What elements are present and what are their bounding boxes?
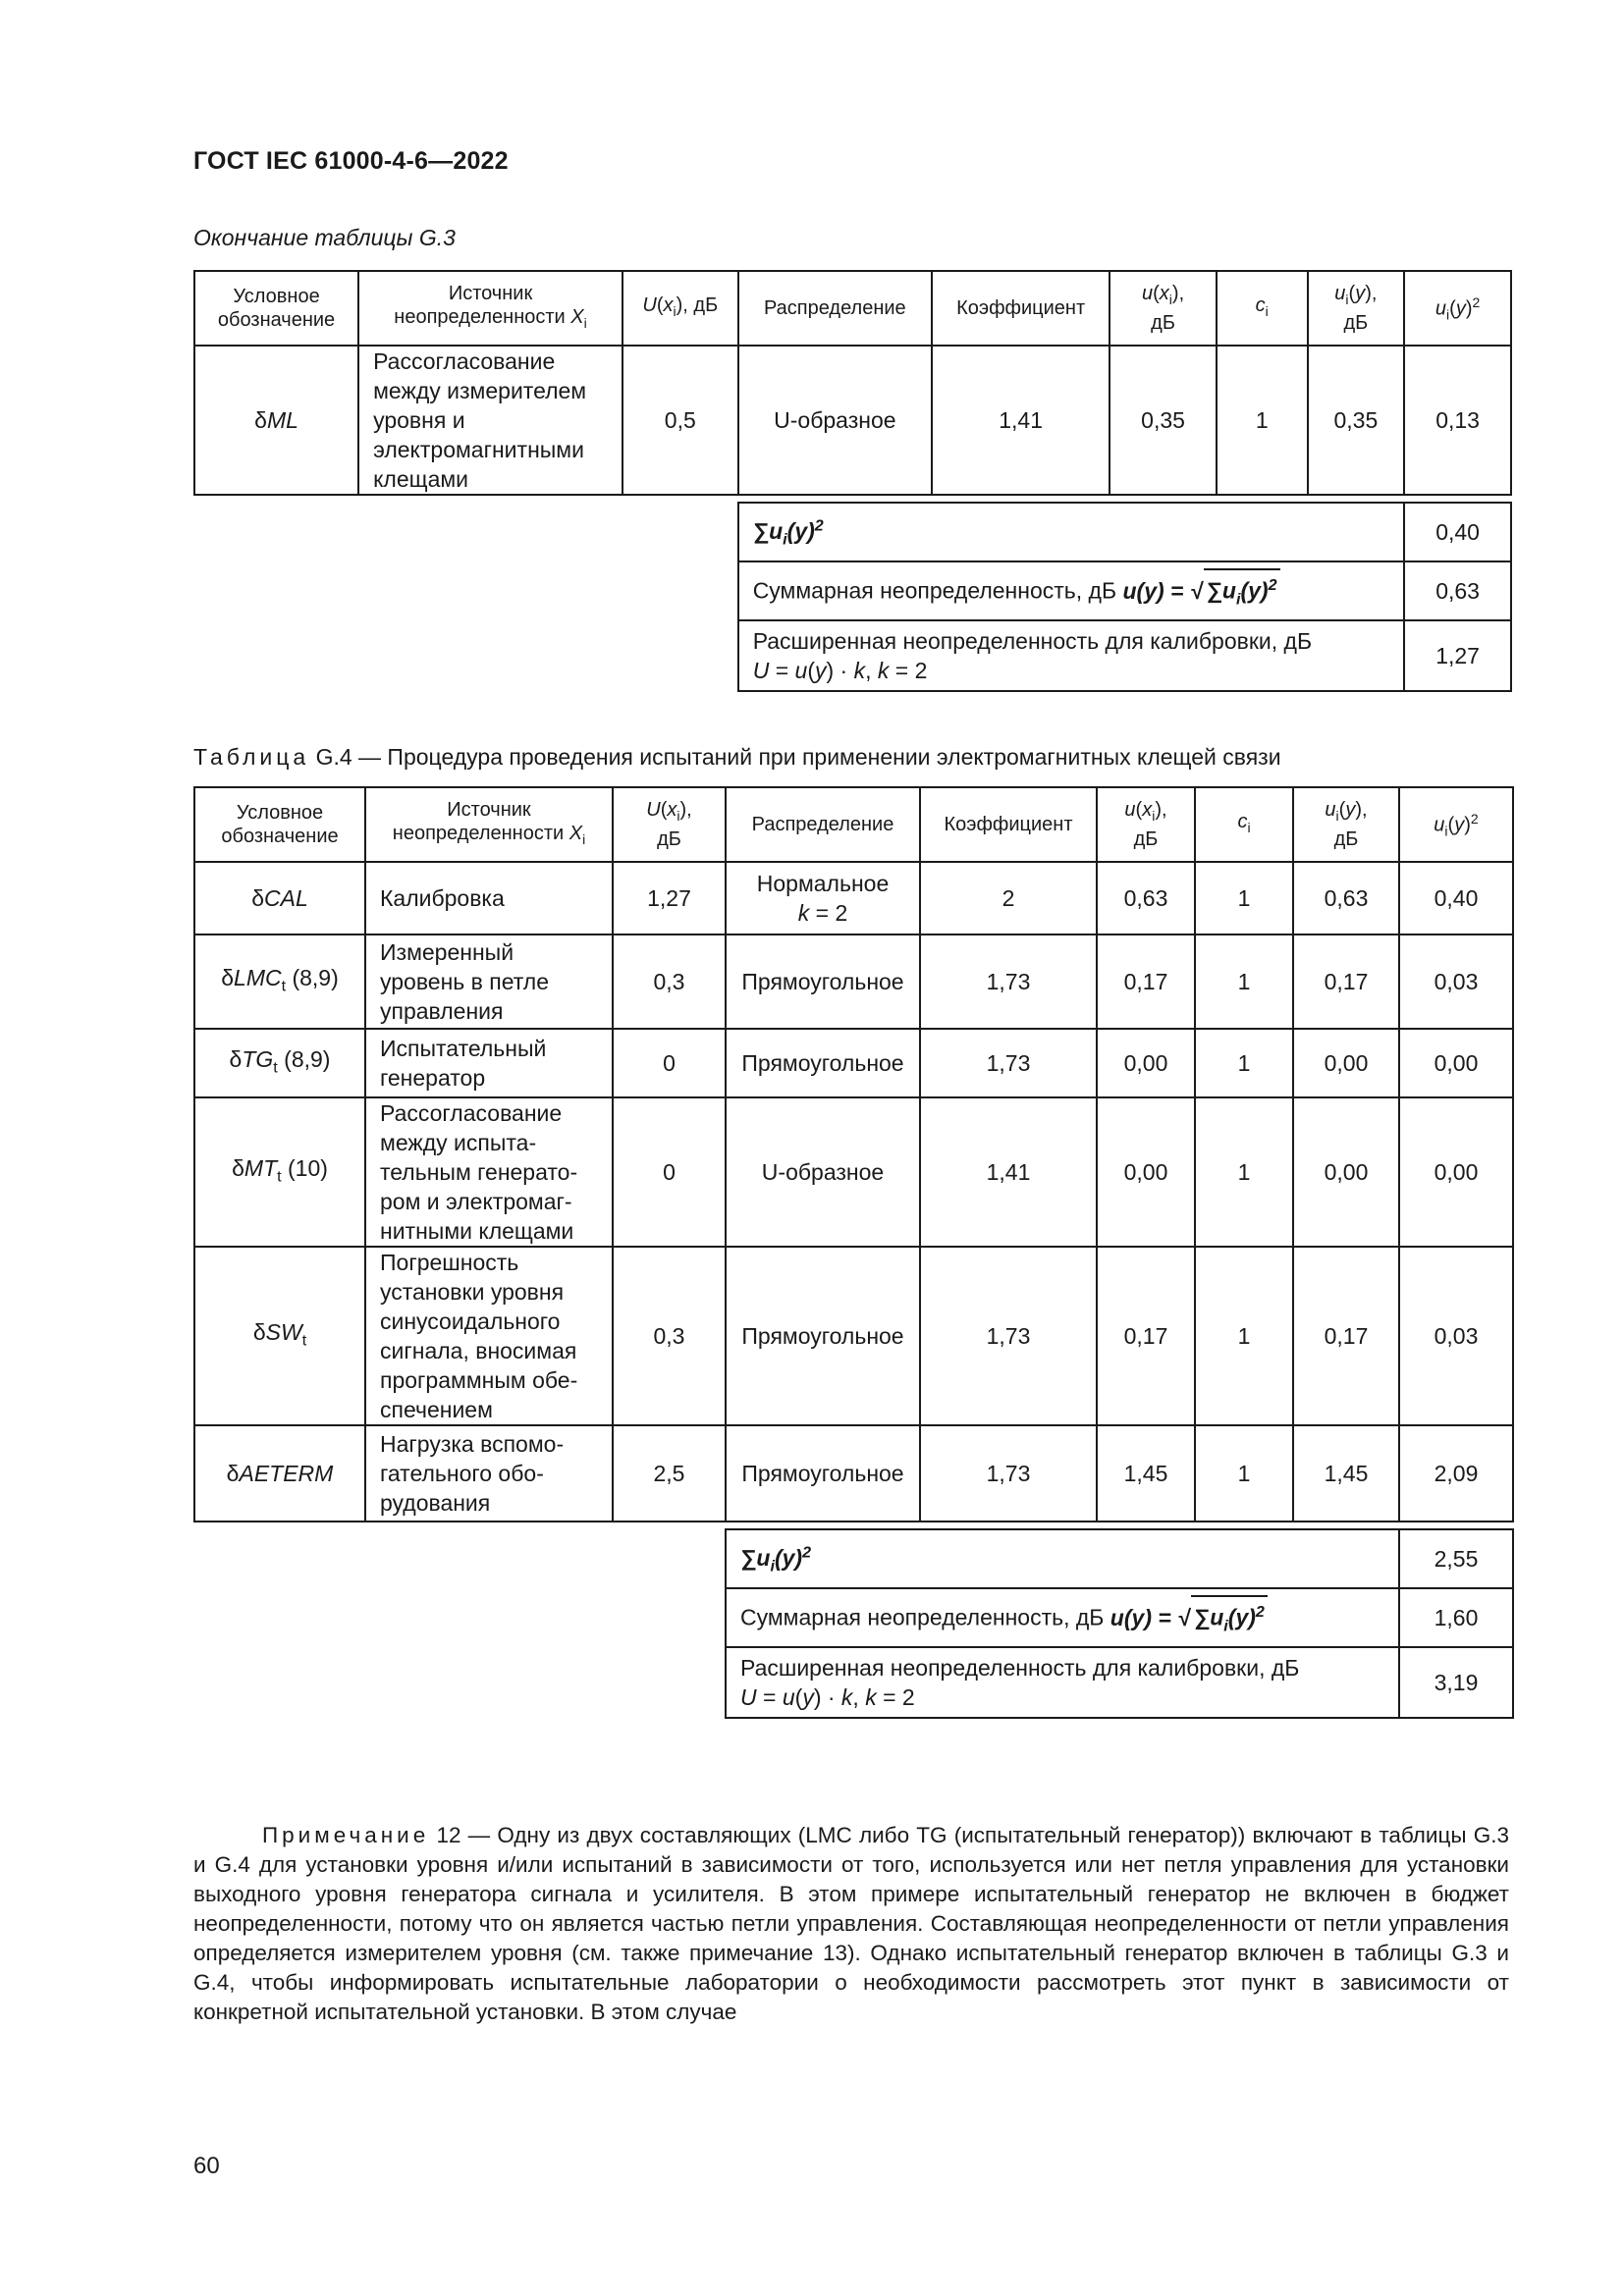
expanded-label: Расширенная неопределенность для калибровки, дБ xyxy=(752,628,1313,654)
header-uy2: $u_i(y)^2$ xyxy=(1404,271,1511,346)
header-source: Источник неопределенности $X_i$ xyxy=(358,271,623,346)
cell-u: 0,00 xyxy=(1097,1029,1195,1097)
table-g4-caption-prefix: Таблица xyxy=(193,744,310,770)
cell-uy2: 0,03 xyxy=(1399,934,1513,1029)
cell-symbol: δSW$_t$ xyxy=(194,1247,365,1425)
summary-row-expanded xyxy=(194,620,1511,691)
cell-c: 1 xyxy=(1195,862,1293,934)
header-c: $c_i$ xyxy=(1217,271,1308,346)
cell-U: 0,3 xyxy=(613,1247,726,1425)
cell-distribution: Прямоугольное xyxy=(726,934,920,1029)
cell-coef: 1,41 xyxy=(932,346,1110,495)
combined-label: Суммарная неопределенность, дБ xyxy=(752,577,1117,604)
summary-label-combined xyxy=(738,561,1405,620)
table-g4-caption xyxy=(193,744,1281,771)
cell-uy2: 0,03 xyxy=(1399,1247,1513,1425)
cell-U: 0,3 xyxy=(613,934,726,1029)
cell-uy2: 0,00 xyxy=(1399,1097,1513,1247)
header-distribution: Распределение xyxy=(738,271,932,346)
cell-c: 1 xyxy=(1195,934,1293,1029)
cell-coef: 1,73 xyxy=(920,934,1097,1029)
cell-distribution: Прямоугольное xyxy=(726,1425,920,1522)
summary-value-sum: 2,55 xyxy=(1399,1529,1513,1588)
cell-symbol: δLMC$_t$ (8,9) xyxy=(194,934,365,1029)
cell-u: 0,35 xyxy=(1110,346,1217,495)
combined-formula: u(y) = √ $\sum u_i(y)^2$ xyxy=(1110,1605,1268,1630)
summary-row-sum xyxy=(194,503,1511,561)
table-g4 xyxy=(193,786,1514,1719)
cell-uy2: 0,13 xyxy=(1404,346,1511,495)
cell-c: 1 xyxy=(1195,1029,1293,1097)
cell-c: 1 xyxy=(1217,346,1308,495)
cell-source: Испытательный генератор xyxy=(365,1029,613,1097)
table-g3-caption: Окончание таблицы G.3 xyxy=(193,225,456,250)
table-g4-caption-text: G.4 — Процедура проведения испытаний при применении электромагнитных клещей связи xyxy=(315,744,1281,770)
cell-symbol: δTG$_t$ (8,9) xyxy=(194,1029,365,1097)
cell-u: 0,63 xyxy=(1097,862,1195,934)
cell-c: 1 xyxy=(1195,1247,1293,1425)
cell-source: Нагрузка вспомогательного оборудования xyxy=(365,1425,613,1522)
summary-label-sum: $\sum u_i(y)^2$ xyxy=(738,503,1405,561)
cell-c: 1 xyxy=(1195,1425,1293,1522)
header-symbol: Условное обозначение xyxy=(194,787,365,862)
summary-label-sum: $\sum u_i(y)^2$ xyxy=(726,1529,1399,1588)
header-distribution: Распределение xyxy=(726,787,920,862)
header-uy: $u_i(y)$, дБ xyxy=(1308,271,1405,346)
cell-symbol: δAETERM xyxy=(194,1425,365,1522)
expanded-formula: U = u(y) · k, k = 2 xyxy=(752,658,928,683)
cell-source: Рассогласование между измерителем уровня и электромагнитными клещами xyxy=(358,346,623,495)
page-number: 60 xyxy=(193,2153,220,2179)
summary-label-expanded xyxy=(738,620,1405,691)
cell-coef: 1,73 xyxy=(920,1425,1097,1522)
header-u: $u(x_i)$, дБ xyxy=(1097,787,1195,862)
table-row xyxy=(194,1097,1513,1247)
cell-u: 0,17 xyxy=(1097,934,1195,1029)
summary-row-expanded xyxy=(194,1647,1513,1718)
table-row xyxy=(194,862,1513,934)
cell-U: 2,5 xyxy=(613,1425,726,1522)
summary-row-sum xyxy=(194,1529,1513,1588)
header-U: $U(x_i)$, дБ xyxy=(613,787,726,862)
cell-source: Калибровка xyxy=(365,862,613,934)
cell-source: Рассогласование между испытательным генератором и электромагнитными клещами xyxy=(365,1097,613,1247)
cell-coef: 1,73 xyxy=(920,1247,1097,1425)
cell-symbol: δCAL xyxy=(194,862,365,934)
table-row xyxy=(194,934,1513,1029)
cell-uy: 1,45 xyxy=(1293,1425,1399,1522)
cell-coef: 1,73 xyxy=(920,1029,1097,1097)
table-row xyxy=(194,1425,1513,1522)
cell-distribution: U-образное xyxy=(726,1097,920,1247)
summary-gap xyxy=(194,1522,1513,1529)
cell-U: 1,27 xyxy=(613,862,726,934)
cell-u: 1,45 xyxy=(1097,1425,1195,1522)
summary-label-expanded xyxy=(726,1647,1399,1718)
cell-uy2: 2,09 xyxy=(1399,1425,1513,1522)
summary-row-combined xyxy=(194,1588,1513,1647)
cell-distribution: Прямоугольное xyxy=(726,1029,920,1097)
cell-distribution: Нормальное k = 2 xyxy=(726,862,920,934)
cell-uy2: 0,00 xyxy=(1399,1029,1513,1097)
table-row xyxy=(194,346,1511,495)
cell-uy: 0,00 xyxy=(1293,1029,1399,1097)
cell-source: Погрешность установки уровня синусоидального сигнала, вносимая программным обеспечением xyxy=(365,1247,613,1425)
note-prefix: Примечание xyxy=(262,1823,430,1847)
table-row xyxy=(194,1247,1513,1425)
table-g4-header-row xyxy=(194,787,1513,862)
cell-uy: 0,00 xyxy=(1293,1097,1399,1247)
cell-coef: 1,41 xyxy=(920,1097,1097,1247)
cell-uy: 0,17 xyxy=(1293,1247,1399,1425)
summary-value-combined: 0,63 xyxy=(1404,561,1511,620)
cell-uy2: 0,40 xyxy=(1399,862,1513,934)
note-12 xyxy=(193,1821,1509,2027)
summary-value-sum: 0,40 xyxy=(1404,503,1511,561)
header-c: $c_i$ xyxy=(1195,787,1293,862)
summary-row-combined xyxy=(194,561,1511,620)
cell-distribution: U-образное xyxy=(738,346,932,495)
header-u: $u(x_i)$, дБ xyxy=(1110,271,1217,346)
header-coef: Коэффициент xyxy=(920,787,1097,862)
table-g3 xyxy=(193,270,1512,692)
cell-coef: 2 xyxy=(920,862,1097,934)
document-header: ГОСТ IEC 61000-4-6—2022 xyxy=(193,147,509,175)
header-uy2: $u_i(y)^2$ xyxy=(1399,787,1513,862)
expanded-label: Расширенная неопределенность для калибровки, дБ xyxy=(740,1655,1300,1681)
header-U: $U(x_i)$, дБ xyxy=(623,271,738,346)
note-text: 12 — Одну из двух составляющих (LMC либо TG (испытательный генератор)) включают в таблицы G.3 и G.4 для установки уровня и/или испытаний в зависимости от того, используется или нет петля управления для установки выходного уровня генератора сигнала и усилителя. В этом примере испытательный генератор не включен в бюджет неопределенности, потому что он является частью петли управления. Составляющая неопределенности от петли управления определяется измерителем уровня (см. также примечание 13). Однако испытательный генератор включен в таблицы G.3 и G.4, чтобы информировать испытательные лаборатории о необходимости рассмотреть этот пункт в зависимости от конкретной испытательной установки. В этом случае xyxy=(193,1823,1509,2024)
table-row xyxy=(194,1029,1513,1097)
cell-U: 0,5 xyxy=(623,346,738,495)
cell-u: 0,17 xyxy=(1097,1247,1195,1425)
combined-label: Суммарная неопределенность, дБ xyxy=(740,1604,1105,1630)
summary-value-expanded: 3,19 xyxy=(1399,1647,1513,1718)
summary-gap xyxy=(194,495,1511,503)
expanded-formula: U = u(y) · k, k = 2 xyxy=(740,1684,915,1710)
cell-U: 0 xyxy=(613,1029,726,1097)
cell-u: 0,00 xyxy=(1097,1097,1195,1247)
cell-uy: 0,17 xyxy=(1293,934,1399,1029)
cell-U: 0 xyxy=(613,1097,726,1247)
table-g3-header-row xyxy=(194,271,1511,346)
cell-symbol: δMT$_t$ (10) xyxy=(194,1097,365,1247)
header-coef: Коэффициент xyxy=(932,271,1110,346)
cell-c: 1 xyxy=(1195,1097,1293,1247)
cell-uy: 0,63 xyxy=(1293,862,1399,934)
header-symbol: Условное обозначение xyxy=(194,271,358,346)
cell-distribution: Прямоугольное xyxy=(726,1247,920,1425)
summary-value-expanded: 1,27 xyxy=(1404,620,1511,691)
summary-label-combined xyxy=(726,1588,1399,1647)
header-source: Источник неопределенности $X_i$ xyxy=(365,787,613,862)
summary-value-combined: 1,60 xyxy=(1399,1588,1513,1647)
cell-symbol: δML xyxy=(194,346,358,495)
header-uy: $u_i(y)$, дБ xyxy=(1293,787,1399,862)
combined-formula: u(y) = √ $\sum u_i(y)^2$ xyxy=(1122,578,1279,604)
cell-source: Измеренный уровень в петле управления xyxy=(365,934,613,1029)
cell-uy: 0,35 xyxy=(1308,346,1405,495)
